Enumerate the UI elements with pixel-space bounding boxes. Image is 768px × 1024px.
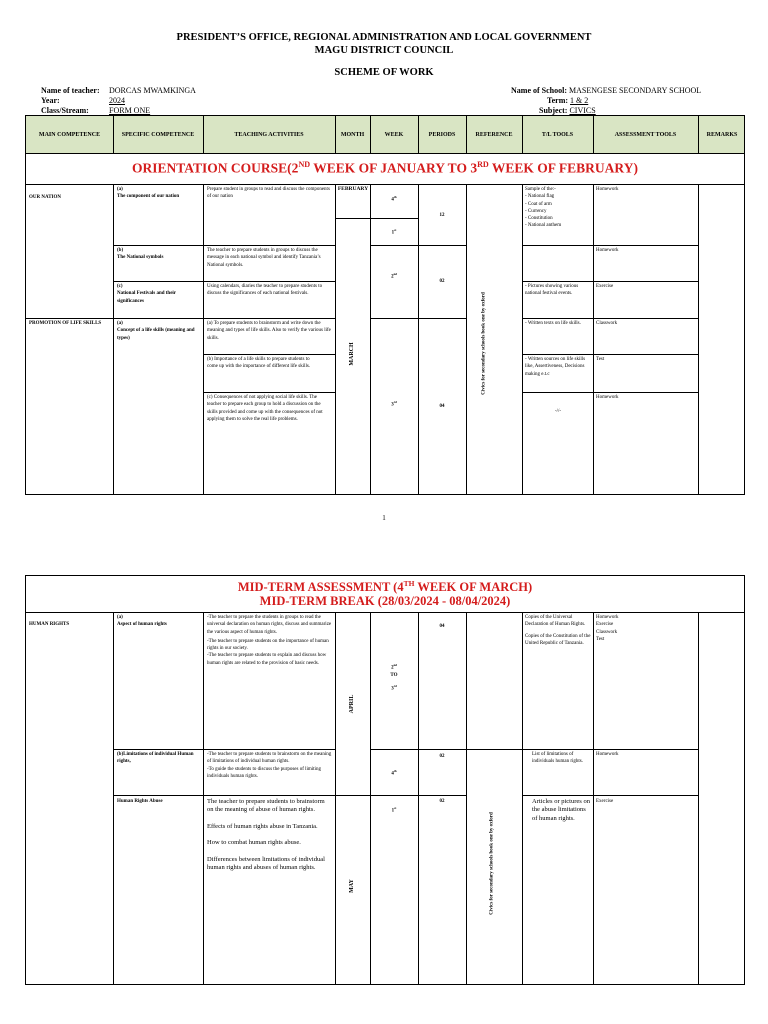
periods-12: 12 <box>439 213 445 218</box>
col-reference: REFERENCE <box>475 131 513 138</box>
teacher-row <box>41 86 196 95</box>
class-value: FORM ONE <box>109 106 151 115</box>
month-march: MARCH <box>349 342 355 366</box>
teaching-activity-5: (b) Importance of a life skills to prepare students to come up with the importance of different life skills. <box>207 357 311 370</box>
tl-tools-5: -//- <box>554 409 562 414</box>
p2-week-2nd-to-3rd: 2nd TO 3rd <box>390 663 398 692</box>
school-value: MASENGESE SECONDARY SCHOOL <box>569 86 702 95</box>
p2-specific-competence-a: (a) Aspect of human rights <box>117 615 167 628</box>
assessment-6: Homework <box>596 395 619 400</box>
p2-reference-book: Civics for secondary schools book one by oxford <box>489 812 495 915</box>
col-tl-tools: T/L TOOLS <box>541 131 574 138</box>
mid-term-break-banner: MID-TERM BREAK (28/03/2024 - 08/04/2024) <box>259 594 511 608</box>
week-4th: 4th <box>391 195 397 203</box>
year-row <box>41 96 125 105</box>
class-row <box>41 106 150 115</box>
p2-week-1st: 1st <box>391 806 397 814</box>
p2-teaching-activity-2: -The teacher to prepare students to brainstorm on the meaning of limitations of individual human rights. -To guide the students to discuss the purposes of limiting individuals human rights. <box>207 752 332 779</box>
p2-week-4th: 4th <box>391 769 397 777</box>
teaching-activity-6: (c) Consequences of not applying social life skills. The teacher to prepare each group to hold a discussion on the skills provided and come up with the consequences of not applying them to solve the real life problems. <box>207 395 323 422</box>
assessment-2: Homework <box>596 248 619 253</box>
subject-value: CIVICS <box>569 106 596 115</box>
tl-tools-3: - Written texts on life skills. <box>525 321 581 326</box>
specific-competence-c: (c) National Festivals and their significances <box>117 284 176 304</box>
col-month: MONTH <box>340 131 365 138</box>
scheme-table-page-1 <box>25 115 745 495</box>
assessment-1: Homework <box>596 187 619 192</box>
subject-label: Subject: <box>539 106 568 115</box>
school-row <box>511 86 701 95</box>
assessment-3: Exercise <box>596 284 614 289</box>
teacher-value: DORCAS MWAMKINGA <box>109 86 196 95</box>
col-teaching-activities: TEACHING ACTIVITIES <box>234 131 304 138</box>
teaching-activity-3: Using calendars, diaries the teacher to prepare students to discuss the significances of each national festivals. <box>207 284 323 297</box>
p2-teaching-activity-1: -The teacher to prepare the students in groups to read the universal declaration on human rights, discuss and summarize the various aspect of human rights. -The teacher to prepare students on the importance of human rights in our society. -The teacher to prepare students to explain and discuss how human rights are related to the provision of basic needs. <box>207 615 332 666</box>
specific-competence-b: (b) The National symbols <box>117 248 164 261</box>
term-value: 1 & 2 <box>570 96 589 105</box>
term-row <box>547 96 588 105</box>
p2-periods-04: 04 <box>439 624 445 629</box>
p2-tl-tools-3: Articles or pictures on the abuse limitations of human rights. <box>532 798 590 822</box>
p2-tl-tools-2: List of limitations of individuals human rights. <box>532 752 583 765</box>
teaching-activity-1: Prepare student in groups to read and discuss the components of our nation <box>207 187 330 200</box>
main-competence-human-rights: HUMAN RIGHTS <box>29 622 70 627</box>
specific-competence-d: (a) Concept of a life skills (meaning and types) <box>117 321 195 341</box>
month-april: APRIL <box>349 694 355 714</box>
p2-periods-02b: 02 <box>439 799 445 804</box>
month-may: MAY <box>349 879 355 893</box>
tl-tools-4: - Written sources on life skills like, Assertiveness, Decisions making e.t.c <box>525 357 586 377</box>
tl-tools-2: - Pictures showing various national festival events. <box>525 284 579 297</box>
teaching-activity-4: (a) To prepare students to brainstorm and write down the meaning and types of life skills. Also to verify the various life skills. <box>207 321 331 341</box>
p2-assessment-3: Exercise <box>596 799 614 804</box>
specific-competence-a: (a) The component of our nation <box>117 187 180 200</box>
col-periods: PERIODS <box>428 131 456 138</box>
teacher-label: Name of teacher: <box>41 86 100 95</box>
header-line-1: PRESIDENT’S OFFICE, REGIONAL ADMINISTRATION AND LOCAL GOVERNMENT <box>176 32 592 43</box>
year-label: Year: <box>41 96 60 105</box>
orientation-banner: ORIENTATION COURSE(2ND WEEK OF JANUARY TO 3RD WEEK OF FEBRUARY) <box>132 160 638 176</box>
mid-term-assessment-banner: MID-TERM ASSESSMENT (4TH WEEK OF MARCH) <box>237 579 533 595</box>
subject-row <box>539 106 596 115</box>
col-remarks: REMARKS <box>706 131 738 138</box>
col-specific-competence: SPECIFIC COMPETENCE <box>121 131 195 138</box>
term-label: Term: <box>547 96 569 105</box>
p2-tl-tools-1: Copies of the Universal Declaration of Human Rights. Copies of the Constitution of the United Republic of Tanzania. <box>525 615 591 646</box>
main-competence-our-nation: OUR NATION <box>29 195 61 200</box>
week-1st: 1st <box>391 228 397 236</box>
school-label: Name of School: <box>511 86 567 95</box>
week-2nd: 2nd <box>391 272 397 280</box>
periods-02: 02 <box>439 279 445 284</box>
col-main-competence: MAIN COMPETENCE <box>38 131 101 138</box>
header-line-2: MAGU DISTRICT COUNCIL <box>314 45 454 56</box>
year-value: 2024 <box>109 96 125 105</box>
class-label: Class/Stream: <box>41 106 89 115</box>
p2-specific-competence-b: (b)Limitations of individual Human rights, <box>117 752 194 765</box>
assessment-5: Test <box>596 357 605 362</box>
p2-assessment-2: Homework <box>596 752 619 757</box>
page-number: 1 <box>382 514 386 522</box>
p2-assessment-1: Homework Exercise Classwork Test <box>596 615 619 642</box>
col-week: WEEK <box>384 131 404 138</box>
header-line-3: SCHEME OF WORK <box>334 67 434 78</box>
p2-teaching-activity-3: The teacher to prepare students to brainstorm on the meaning of abuse of human rights. Effects of human rights abuse in Tanzania. How to combat human rights abuse. Differences between limitations of individual human rights and abuses of human rights. <box>207 798 325 872</box>
main-competence-life-skills: PROMOTION OF LIFE SKILLS <box>29 321 102 326</box>
assessment-4: Classwork <box>596 321 618 326</box>
reference-book: Civics for secondary schools book one by oxford <box>481 292 487 395</box>
month-february: FEBRUARY <box>337 186 369 192</box>
week-3rd: 3rd <box>391 400 397 408</box>
p2-periods-02a: 02 <box>439 754 445 759</box>
p2-specific-competence-c: Human Rights Abuse <box>117 799 163 804</box>
tl-tools-1: Sample of the:- - National flag - Coat of arm - Currency - Constitution - National anthem <box>525 187 562 229</box>
col-assessment-tools: ASSESSMENT TOOLS <box>614 131 677 138</box>
teaching-activity-2: The teacher to prepare students in groups to discuss the message in each national symbol and identify Tanzania’s National symbols. <box>207 248 321 268</box>
scheme-table-page-2 <box>25 575 745 985</box>
periods-04: 04 <box>439 404 445 409</box>
